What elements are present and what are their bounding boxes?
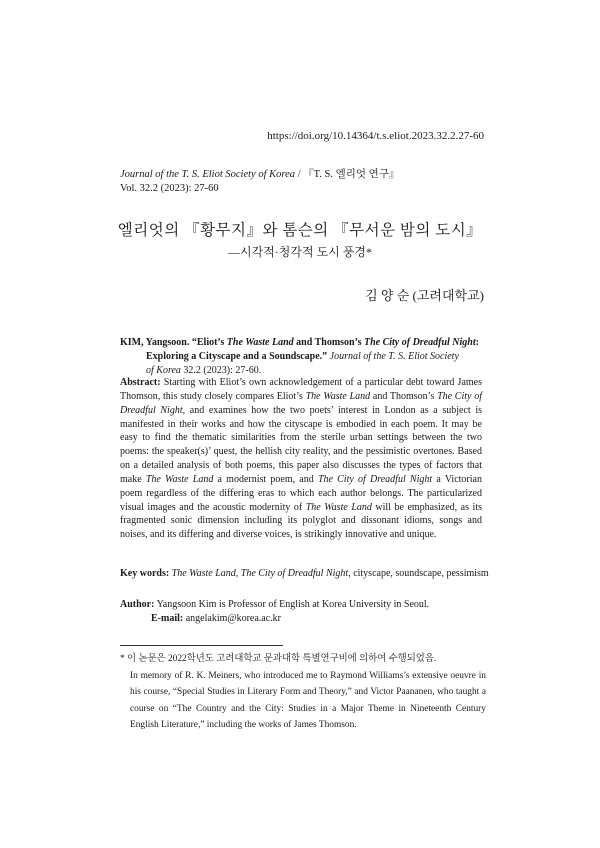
author-info xyxy=(120,598,482,626)
abstract-text: and Thomson’s xyxy=(370,390,438,402)
citation-title-part: “Eliot’s xyxy=(189,337,227,348)
citation-line-2 xyxy=(120,350,482,364)
abstract-text: , and examines how the two poets’ interest in London as a subject is manifested in their works and how the cityscape is embodied in each poem. It may be easy to find the thematic similarities from the sterile urban settings between the two poems: the speaker(s)’ quest, the hellish city reality, and the pessimistic overtones. Based on a detailed analysis of both poems, this paper also discusses the types of factors that make xyxy=(120,404,483,485)
journal-name-en: Journal of the T. S. Eliot Society of Korea xyxy=(120,169,295,180)
abstract-label: Abstract: xyxy=(120,377,161,388)
citation-volume: 32.2 (2023): 27-60. xyxy=(180,364,262,376)
abstract xyxy=(120,376,482,542)
abstract-title-italic: The Waste Land xyxy=(305,501,372,513)
keyword-rest: , cityscape, soundscape, pessimism xyxy=(348,568,489,579)
citation-journal: of Korea xyxy=(146,364,181,376)
keyword-italic: The City of Dreadful Night xyxy=(240,568,349,579)
footnote-divider xyxy=(120,645,283,646)
abstract-text: a modernist poem, and xyxy=(213,473,318,485)
footnote-funding: * 이 논문은 2022학년도 고려대학교 문과대학 특별연구비에 의하여 수행되었음. xyxy=(120,654,437,664)
journal-volume: Vol. 32.2 (2023): 27-60 xyxy=(120,183,219,194)
abstract-text: Starting with Eliot’s own acknowledgement of a particular debt toward James Thomson, this study closely compares Eliot’s xyxy=(120,377,482,402)
abstract-title-italic: The City of Dreadful Night xyxy=(317,473,433,485)
author-email-line xyxy=(120,612,482,626)
keyword-separator: , xyxy=(235,568,241,579)
paper-title: 엘리엇의 『황무지』와 톰슨의 『무서운 밤의 도시』 xyxy=(117,222,483,239)
citation-title-italic: The City of Dreadful Night xyxy=(363,337,476,348)
keywords xyxy=(120,567,489,581)
author-info-text: Yangsoon Kim is Professor of English at Korea University in Seoul. xyxy=(154,599,430,610)
citation-author: KIM, Yangsoon. xyxy=(120,337,190,348)
citation-title-part: : xyxy=(475,337,479,348)
footnote-dedication: In memory of R. K. Meiners, who introduced me to Raymond Williams’s extensive oeuvre in his course, “Special Studies in Literary Form and Theory,” and Victor Paananen, who taught a course on “The Country and the City: Studies in a Major Theme in Nineteenth Century English Literature,” including the works of James Thomson. xyxy=(130,671,486,730)
email-address[interactable]: angelakim@korea.ac.kr xyxy=(183,612,281,624)
abstract-title-italic: The Waste Land xyxy=(145,473,214,485)
keyword-italic: The Waste Land xyxy=(171,568,236,579)
doi-link[interactable]: https://doi.org/10.14364/t.s.eliot.2023.32.2.27-60 xyxy=(267,130,484,142)
journal-name-line xyxy=(120,168,500,182)
journal-header xyxy=(120,168,500,196)
keywords-label: Key words: xyxy=(120,568,170,579)
citation-subtitle: Exploring a Cityscape and a Soundscape.” xyxy=(146,350,328,362)
author-info-label: Author: xyxy=(120,599,155,610)
citation-title-italic: The Waste Land xyxy=(226,337,294,348)
author-name: 김 양 순 (고려대학교) xyxy=(365,288,484,303)
abstract-text: a Victorian poem regardless of the differing eras to which each author belongs. The particularized visual images and the acoustic modernity of xyxy=(120,473,482,513)
abstract-title-italic: The Waste Land xyxy=(305,390,371,402)
email-label: E-mail: xyxy=(151,612,184,624)
paper-subtitle: ―시각적·청각적 도시 풍경* xyxy=(228,245,372,259)
journal-separator: / xyxy=(294,169,304,180)
abstract-title-italic: The City of Dreadful Night xyxy=(120,390,482,416)
abstract-text: will be emphasized, as its fragmented sonic dimension including its polyglot and dissonant idioms, songs and noises, and its differing and diverse voices, is strikingly innovative and unique. xyxy=(120,501,482,541)
citation-line-1 xyxy=(120,336,482,350)
journal-name-ko: 『T. S. 엘리엇 연구』 xyxy=(303,169,400,180)
citation xyxy=(120,336,482,378)
citation-journal: Journal of the T. S. Eliot Society xyxy=(327,350,459,362)
author-info-line xyxy=(120,598,482,612)
citation-title-part: and Thomson’s xyxy=(293,337,364,348)
